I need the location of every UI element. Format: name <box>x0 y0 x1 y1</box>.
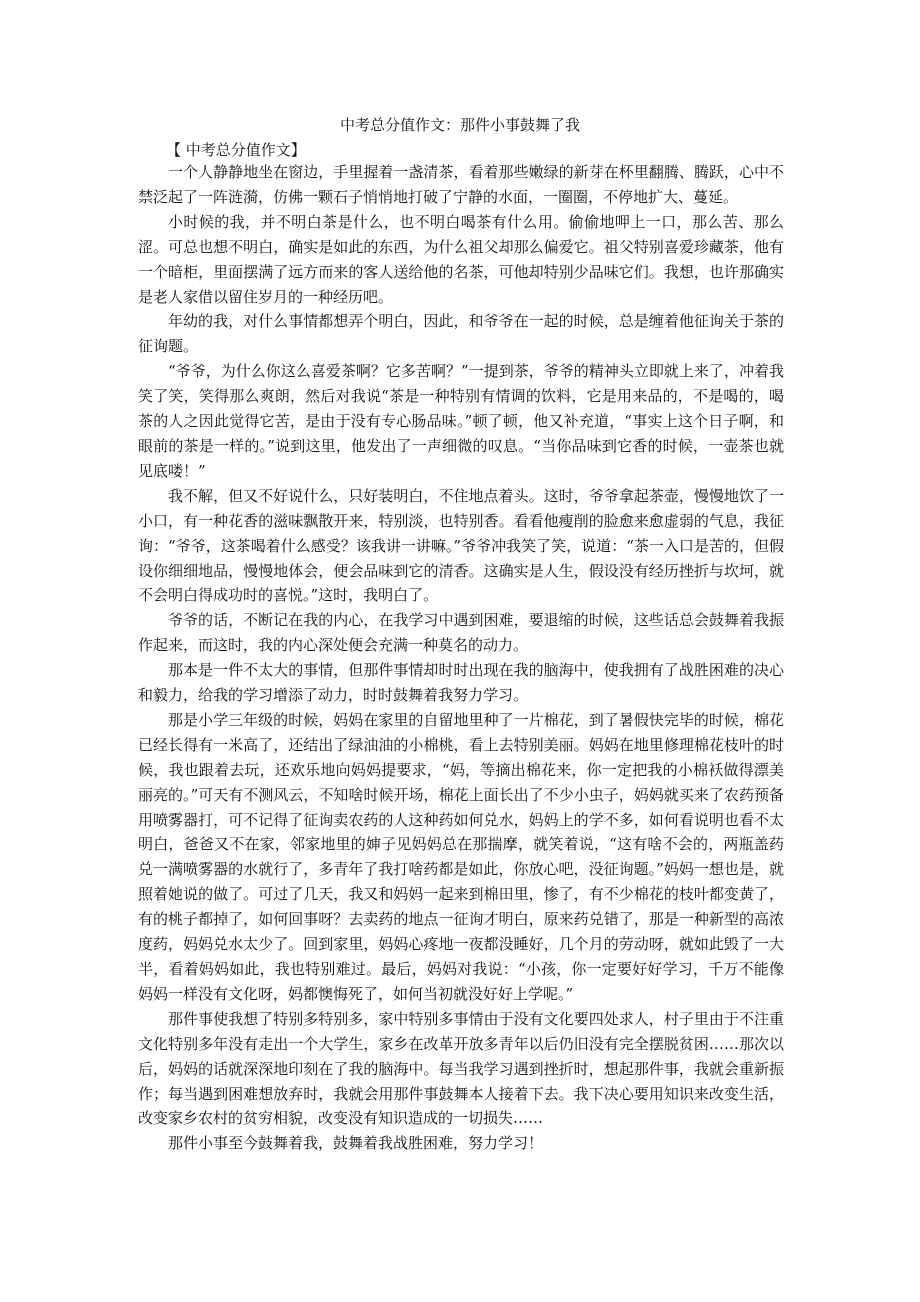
document-title: 中考总分值作文：那件小事鼓舞了我 <box>339 116 580 134</box>
paragraph: 那本是一件不太大的事情，但那件事情却时时出现在我的脑海中，使我拥有了战胜困难的决心和毅力，给我的学习增添了动力，时时鼓舞着我努力学习。 <box>138 661 784 705</box>
paragraph: 那件事使我想了特别多特别多，家中特别多事情由于没有文化要四处求人，村子里由于不注重文化特别多年没有走出一个大学生，家乡在改革开放多青年以后仍旧没有完全摆脱贫困……那次以后，妈妈的话就深深地印刻在了我的脑海中。每当我学习遇到挫折时，想起那件事，我就会重新振作；每当遇到困难想放弃时，我就会用那件事鼓舞本人接着下去。我下决心要用知识来改变生活，改变家乡农村的贫穷相貌，改变没有知识造成的一切损失…… <box>138 1009 784 1128</box>
paragraph: 我不解，但又不好说什么，只好装明白，不住地点着头。这时，爷爷拿起茶壶，慢慢地饮了一小口，有一种花香的滋味飘散开来，特别淡，也特别香。看看他瘦削的脸愈来愈虚弱的气息，我征询：“爷爷，这茶喝着什么感受？该我讲一讲嘛。”爷爷冲我笑了笑，说道：“茶一入口是苦的，但假设你细细地品，慢慢地体会，便会品味到它的清香。这确实是人生，假设没有经历挫折与坎坷，就不会明白得成功时的喜悦。”这时，我明白了。 <box>138 486 784 605</box>
paragraph: 那是小学三年级的时候，妈妈在家里的自留地里种了一片棉花，到了暑假快完毕的时候，棉花已经长得有一米高了，还结出了绿油油的小棉桃，看上去特别美丽。妈妈在地里修理棉花枝叶的时候，我也跟着去玩，还欢乐地向妈妈提要求，“妈，等摘出棉花来，你一定把我的小棉袄做得漂美丽亮的。”可天有不测风云，不知啥时候开场，棉花上面长出了不少小虫子，妈妈就买来了农药预备用喷雾器打，可不记得了征询卖农药的人这种药如何兑水，妈妈上的学不多，如何看说明也看不太明白，爸爸又不在家，邻家地里的婶子见妈妈总在那揣摩，就笑着说，“这有啥不会的，两瓶盖药兑一满喷雾器的水就行了，多青年了我打啥药都是如此，你放心吧，没征询题。”妈妈一想也是，就照着她说的做了。可过了几天，我又和妈妈一起来到棉田里，惨了，有不少棉花的枝叶都变黄了，有的桃子都掉了，如何回事呀？去卖药的地点一征询才明白，原来药兑错了，那是一种新型的高浓度药，妈妈兑水太少了。回到家里，妈妈心疼地一夜都没睡好，几个月的劳动呀，就如此毁了一大半，看着妈妈如此，我也特别难过。最后，妈妈对我说：“小孩，你一定要好好学习，千万不能像妈妈一样没有文化呀，妈都懊悔死了，如何当初就没好好上学呢。” <box>138 710 784 1003</box>
paragraph: 小时候的我，并不明白茶是什么，也不明白喝茶有什么用。偷偷地呷上一口，那么苦、那么涩。可总也想不明白，确实是如此的东西，为什么祖父却那么偏爱它。祖父特别喜爱珍藏茶，他有一个暗柜，里面摆满了远方而来的客人送给他的名茶，可他却特别少品味它们。我想，也许那确实是老人家借以留住岁月的一种经历吧。 <box>138 212 784 306</box>
paragraph: “爷爷，为什么你这么喜爱茶啊？它多苦啊？”一提到茶，爷爷的精神头立即就上来了，冲着我笑了笑，笑得那么爽朗，然后对我说“茶是一种特别有情调的饮料，它是用来品的，不是喝的，喝茶的人之因此觉得它苦，是由于没有专心肠品味。”顿了顿，他又补充道，“事实上这个日子啊，和眼前的茶是一样的。”说到这里，他发出了一声细微的叹息。“当你品味到它香的时候，一壶茶也就见底喽！” <box>138 362 784 480</box>
paragraph: 一个人静静地坐在窗边，手里握着一盏清茶，看着那些嫩绿的新芽在杯里翻腾、腾跃，心中不禁泛起了一阵涟漪，仿佛一颗石子悄悄地打破了宁静的水面，一圈圈，不停地扩大、蔓延。 <box>138 163 784 206</box>
category-tag: 【 中考总分值作文】 <box>166 141 306 159</box>
document-body <box>138 160 784 1156</box>
paragraph: 爷爷的话，不断记在我的内心，在我学习中遇到困难，要退缩的时候，这些话总会鼓舞着我振作起来，而这时，我的内心深处便会充满一种莫名的动力。 <box>138 611 784 655</box>
paragraph: 那件小事至今鼓舞着我，鼓舞着我战胜困难，努力学习！ <box>168 1134 544 1153</box>
paragraph: 年幼的我，对什么事情都想弄个明白，因此，和爷爷在一起的时候，总是缠着他征询关于茶的征询题。 <box>138 312 784 356</box>
